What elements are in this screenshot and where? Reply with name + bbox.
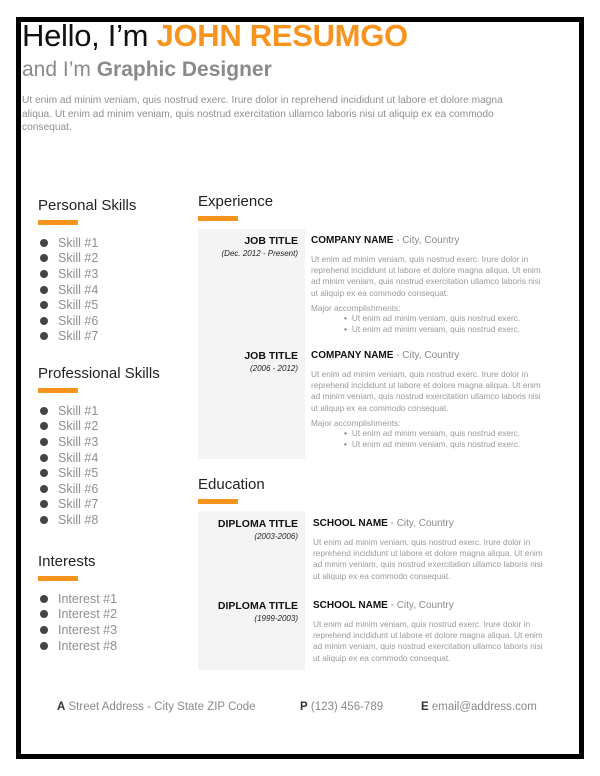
list-item: Skill #7 <box>38 497 198 513</box>
company-name: COMPANY NAME <box>311 350 394 361</box>
bullet-icon <box>40 516 48 524</box>
bullet-icon <box>40 254 48 262</box>
diploma-title: DIPLOMA TITLE <box>217 518 298 530</box>
entry-meta <box>198 235 298 258</box>
list-item: Skill #2 <box>38 419 198 435</box>
education-description: Ut enim ad minim veniam, quis nostrud exerc. Irure dolor in reprehend incididunt ut labore et dolore magna aliqua. Ut enim ad minim veniam, quis nostrud exercitation ullamco laboris nisi ut aliquip ex ea commodo consequat. <box>313 537 543 581</box>
entry-meta <box>198 600 298 623</box>
school-name: SCHOOL NAME <box>313 600 388 611</box>
section-title: Professional Skills <box>38 365 160 382</box>
contact-phone <box>300 701 383 713</box>
list-item: Skill #4 <box>38 450 198 466</box>
diploma-title: DIPLOMA TITLE <box>217 600 298 612</box>
bullet-icon <box>40 270 48 278</box>
list-item: Skill #5 <box>38 297 198 313</box>
interests-section <box>38 553 198 653</box>
experience-side-panel <box>198 229 305 459</box>
experience-heading <box>198 193 273 221</box>
job-date: (Dec. 2012 - Present) <box>221 249 298 258</box>
address-label: A <box>57 701 66 713</box>
address-text: Street Address - City State ZIP Code <box>65 701 256 713</box>
list-item: • Ut enim ad minim veniam, quis nostrud exerc. <box>344 313 546 324</box>
bullet-icon <box>40 500 48 508</box>
bullet-icon <box>40 626 48 634</box>
personal-skills-list <box>38 235 198 344</box>
accent-bar <box>38 220 78 225</box>
school-line <box>313 518 548 529</box>
bullet-icon <box>40 610 48 618</box>
list-item: Skill #6 <box>38 313 198 329</box>
entry-meta <box>198 518 298 541</box>
list-item: Skill #3 <box>38 434 198 450</box>
diploma-date: (1999-2003) <box>254 614 298 623</box>
list-item: Interest #3 <box>38 622 198 638</box>
list-item: Skill #4 <box>38 282 198 298</box>
bullet-icon <box>40 407 48 415</box>
greeting-text: Hello, I’m <box>22 18 157 53</box>
list-item: Interest #8 <box>38 638 198 654</box>
section-title: Interests <box>38 553 96 570</box>
list-item: • Ut enim ad minim veniam, quis nostrud exerc. <box>344 439 546 450</box>
contact-address <box>57 701 256 713</box>
email-label: E <box>421 701 429 713</box>
phone-label: P <box>300 701 308 713</box>
bullet-icon <box>40 595 48 603</box>
phone-text: (123) 456-789 <box>307 701 384 713</box>
email-text[interactable]: email@address.com <box>428 701 537 713</box>
bullet-icon <box>40 454 48 462</box>
education-heading <box>198 476 265 504</box>
list-item: Interest #2 <box>38 607 198 623</box>
list-item: Skill #3 <box>38 266 198 282</box>
personal-skills-section <box>38 197 198 344</box>
company-location: - City, Country <box>393 350 460 361</box>
list-item: Interest #1 <box>38 591 198 607</box>
accomplishments-label: Major accomplishments: <box>311 417 401 428</box>
entry-details <box>311 235 546 335</box>
professional-skills-list <box>38 403 198 528</box>
header-role-line <box>22 58 272 82</box>
bullet-icon <box>40 239 48 247</box>
accomplishments-list <box>344 313 546 335</box>
section-title: Experience <box>198 193 274 210</box>
list-item: Skill #1 <box>38 403 198 419</box>
header-greeting <box>22 18 408 54</box>
intro-summary: Ut enim ad minim veniam, quis nostrud exerc. Irure dolor in reprehend incididunt ut labore et dolore magna aliqua. Ut enim ad minim veniam, quis nostrud exercitation ullamco laboris nisi ut aliquip ex ea commodo consequat. <box>22 95 503 133</box>
list-item: • Ut enim ad minim veniam, quis nostrud exerc. <box>344 428 546 439</box>
list-item: • Ut enim ad minim veniam, quis nostrud exerc. <box>344 324 546 335</box>
list-item: Skill #1 <box>38 235 198 251</box>
accent-bar <box>38 388 78 393</box>
bullet-icon <box>40 332 48 340</box>
company-location: - City, Country <box>393 235 460 246</box>
entry-meta <box>198 350 298 373</box>
company-line <box>311 350 546 361</box>
school-line <box>313 600 548 611</box>
bullet-icon <box>40 469 48 477</box>
section-title: Education <box>198 476 265 493</box>
education-description: Ut enim ad minim veniam, quis nostrud exerc. Irure dolor in reprehend incididunt ut labore et dolore magna aliqua. Ut enim ad minim veniam, quis nostrud exercitation ullamco laboris nisi ut aliquip ex ea commodo consequat. <box>313 619 543 663</box>
company-name: COMPANY NAME <box>311 235 394 246</box>
bullet-icon <box>40 301 48 309</box>
bullet-icon <box>40 438 48 446</box>
list-item: Skill #7 <box>38 329 198 345</box>
entry-details <box>311 350 546 450</box>
candidate-name: JOHN RESUMGO <box>156 18 408 53</box>
school-location: - City, Country <box>387 600 454 611</box>
section-title: Personal Skills <box>38 197 137 214</box>
bullet-icon <box>40 485 48 493</box>
bullet-icon <box>40 286 48 294</box>
interests-list <box>38 591 198 653</box>
role-prefix: and I’m <box>22 58 97 81</box>
contact-email <box>421 701 537 713</box>
diploma-date: (2003-2006) <box>254 532 298 541</box>
school-name: SCHOOL NAME <box>313 518 388 529</box>
list-item: Skill #5 <box>38 465 198 481</box>
accomplishments-label: Major accomplishments: <box>311 302 401 313</box>
job-title: JOB TITLE <box>244 350 298 362</box>
accent-bar <box>198 499 238 504</box>
list-item: Skill #8 <box>38 512 198 528</box>
professional-skills-section <box>38 365 198 528</box>
job-date: (2006 - 2012) <box>249 364 298 373</box>
job-title: JOB TITLE <box>244 235 298 247</box>
accent-bar <box>198 216 238 221</box>
accomplishments-list <box>344 428 546 450</box>
bullet-icon <box>40 422 48 430</box>
list-item: Skill #6 <box>38 481 198 497</box>
entry-details <box>313 600 548 664</box>
company-line <box>311 235 546 246</box>
school-location: - City, Country <box>387 518 454 529</box>
job-description: Ut enim ad minim veniam, quis nostrud exerc. Irure dolor in reprehend incididunt ut labore et dolore magna aliqua. Ut enim ad minim veniam, quis nostrud exercitation ullamco laboris nisi ut aliquip ex ea commodo consequat. <box>311 369 541 413</box>
accent-bar <box>38 576 78 581</box>
bullet-icon <box>40 642 48 650</box>
bullet-icon <box>40 317 48 325</box>
entry-details <box>313 518 548 582</box>
list-item: Skill #2 <box>38 251 198 267</box>
job-description: Ut enim ad minim veniam, quis nostrud exerc. Irure dolor in reprehend incididunt ut labore et dolore magna aliqua. Ut enim ad minim veniam, quis nostrud exercitation ullamco laboris nisi ut aliquip ex ea commodo consequat. <box>311 254 541 298</box>
candidate-role: Graphic Designer <box>96 58 272 81</box>
